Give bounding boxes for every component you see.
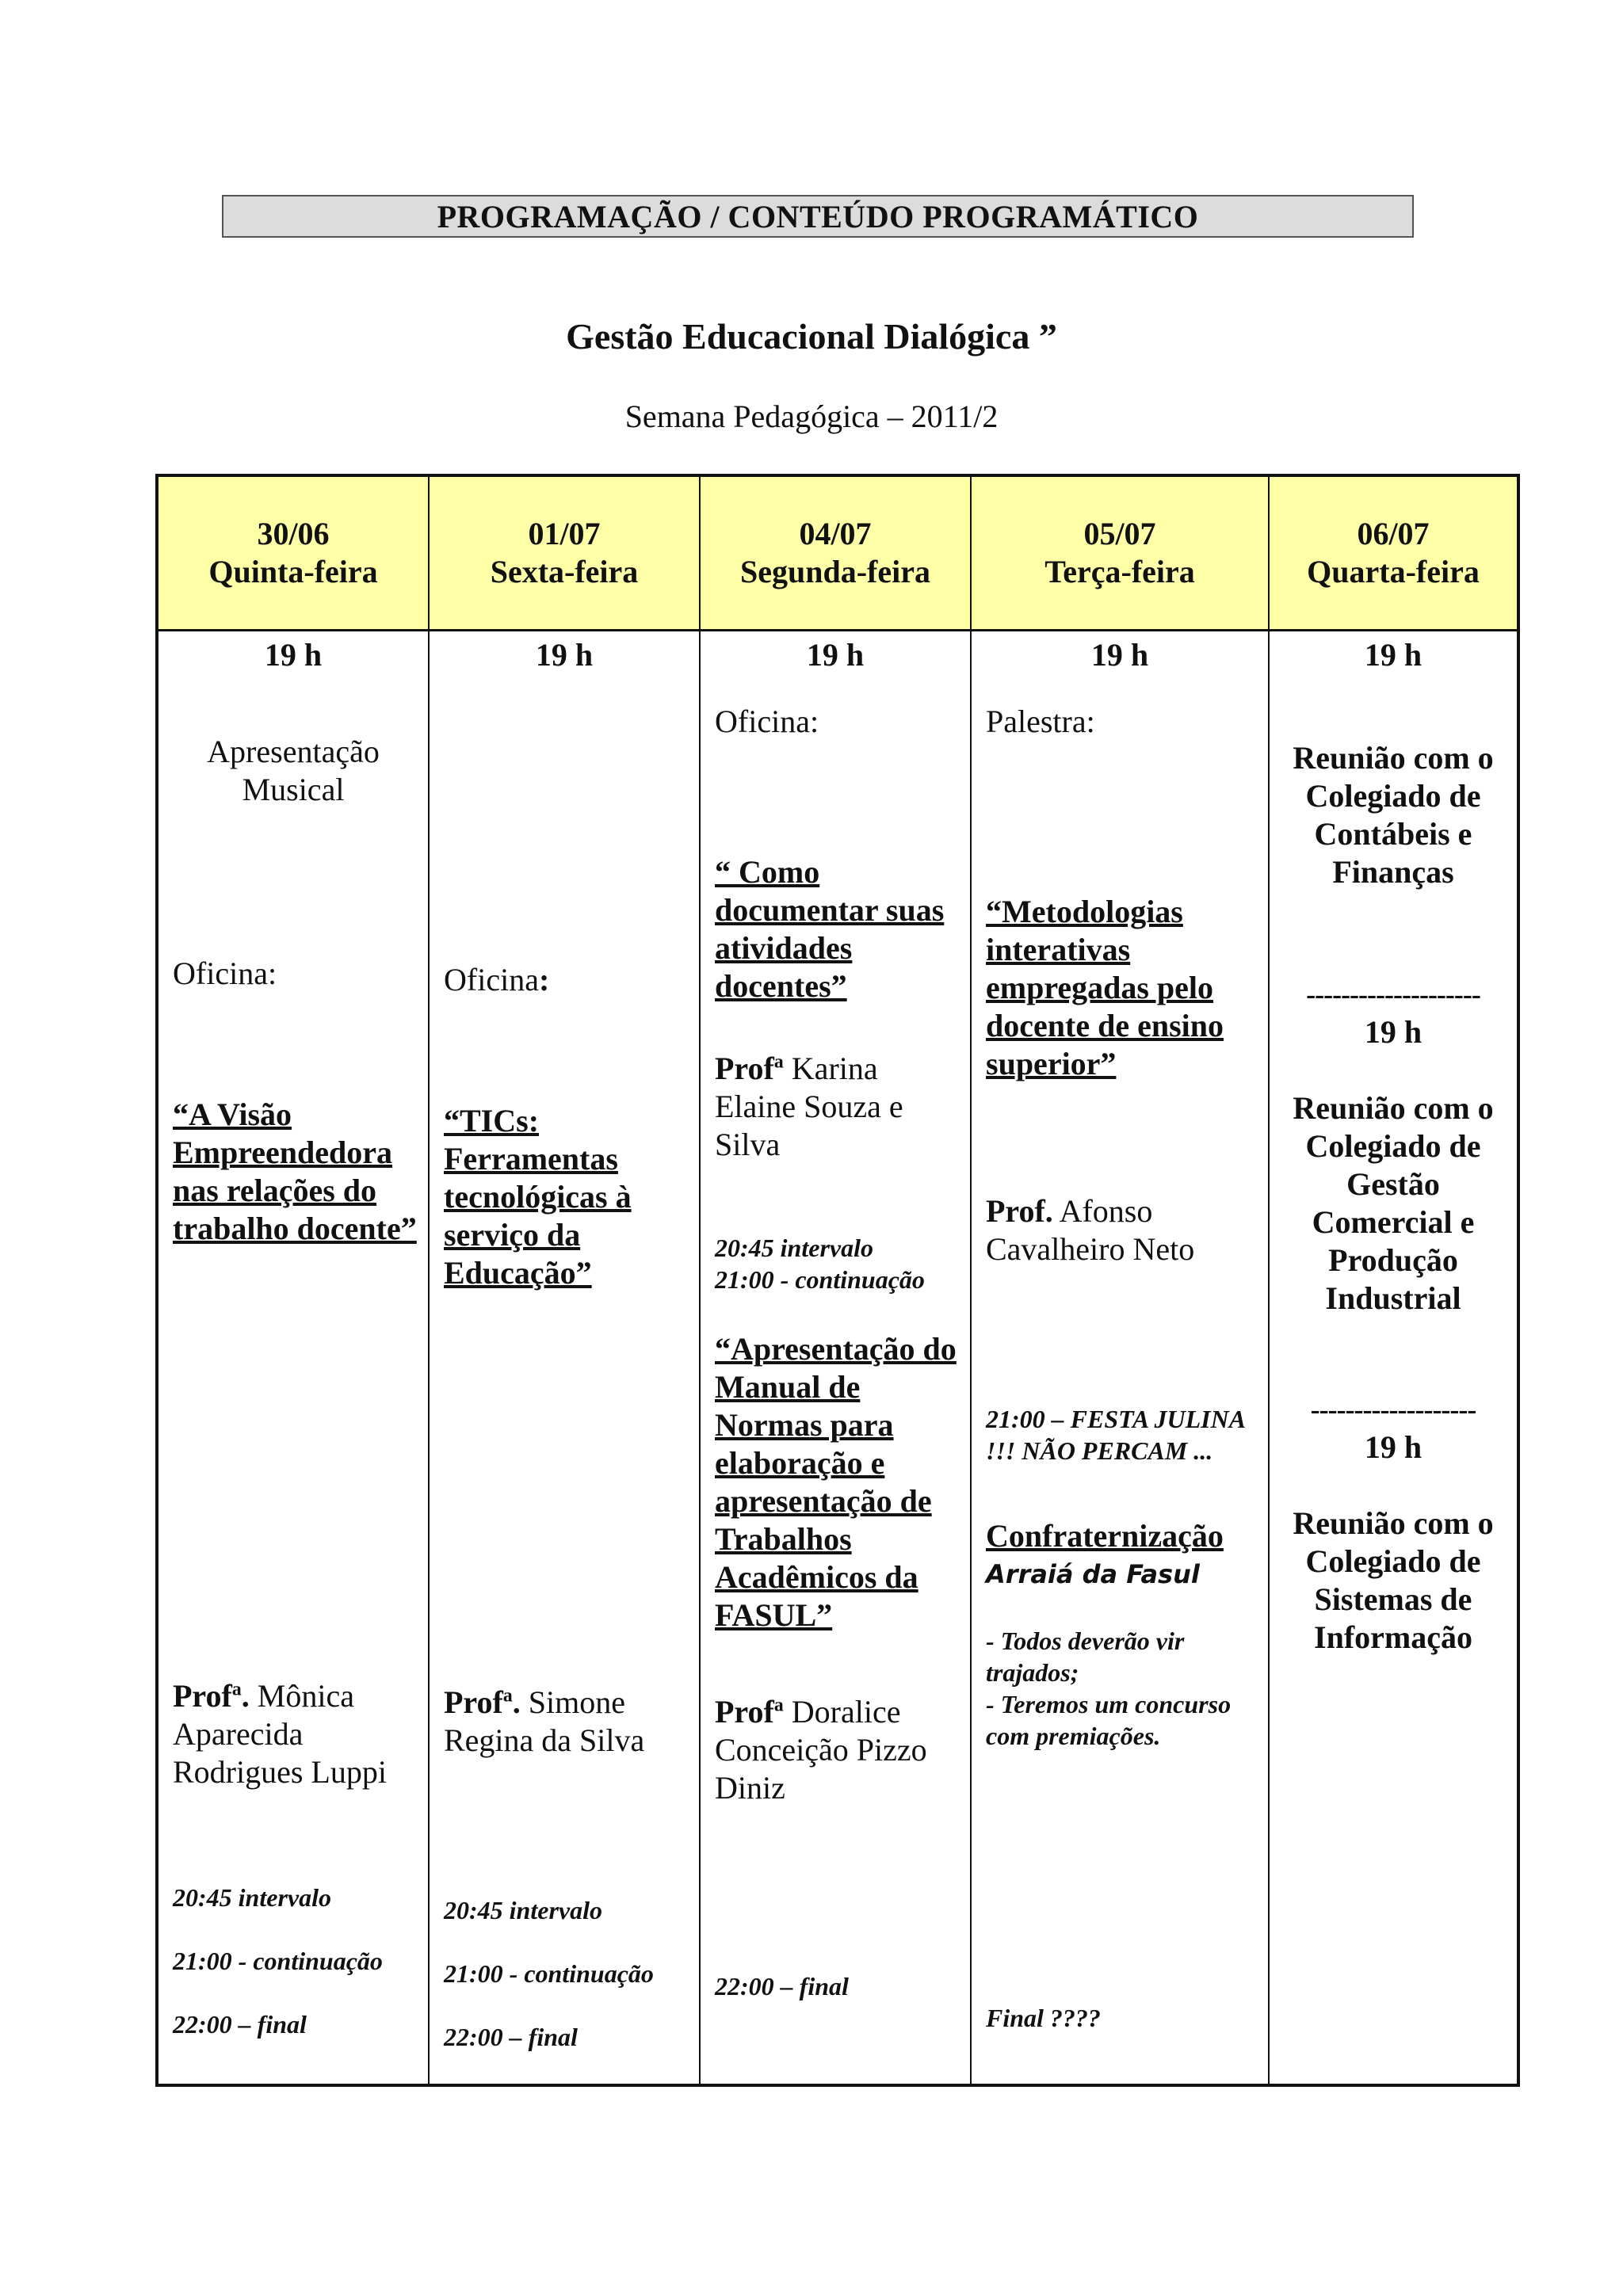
celebration-title: Confraternização <box>986 1518 1224 1554</box>
day-weekday: Terça-feira <box>1044 554 1195 589</box>
document-subtitle: Semana Pedagógica – 2011/2 <box>624 399 999 434</box>
meeting-2-time: 19 h <box>1364 1014 1423 1050</box>
end-time: 22:00 – final <box>715 1972 849 2000</box>
meeting-2: Reunião com o Colegiado de Gestão Comercial e Produção Industrial <box>1293 1090 1494 1316</box>
day-3-content <box>701 631 972 2084</box>
workshop-topic: “ Como documentar suas atividades docentes” <box>715 854 945 1004</box>
presenter: Prof. Afonso Cavalheiro Neto <box>986 1193 1195 1267</box>
workshop-topic: “TICs: Ferramentas tecnológicas à serviço da Educação” <box>444 1103 632 1291</box>
note-contest: - Teremos um concurso com premiações. <box>986 1690 1232 1750</box>
start-time: 19 h <box>1364 637 1423 673</box>
end-time: 22:00 – final <box>444 2023 578 2051</box>
presenter: Prof$^a$. Simone Regina da Silva <box>444 1684 645 1758</box>
schedule-body-row <box>158 631 1517 2084</box>
break-time: 20:45 intervalo <box>444 1896 602 1924</box>
document-title: Gestão Educacional Dialógica ” <box>566 316 1057 357</box>
day-date: 30/06 <box>257 516 330 551</box>
day-1-content <box>158 631 430 2084</box>
header-day-3 <box>701 477 972 629</box>
day-4-content <box>972 631 1270 2084</box>
day-date: 04/07 <box>799 516 872 551</box>
day-weekday: Quarta-feira <box>1307 554 1480 589</box>
start-time: 19 h <box>264 637 323 673</box>
day-weekday: Quinta-feira <box>208 554 378 589</box>
workshop-topic-2: “Apresentação do Manual de Normas para elaboração e apresentação de Trabalhos Acadêmicos da FASUL” <box>715 1331 957 1633</box>
continuation-time: 21:00 - continuação <box>444 1959 654 1988</box>
schedule-table <box>155 474 1520 2087</box>
workshop-topic: “A Visão Empreendedora nas relações do trabalho docente” <box>173 1097 417 1246</box>
presenter-2: Prof$^a$ Doralice Conceição Pizzo Diniz <box>715 1694 927 1806</box>
day-weekday: Segunda-feira <box>740 554 930 589</box>
oficina-label: Oficina: <box>715 704 819 739</box>
meeting-3-time: 19 h <box>1364 1429 1423 1465</box>
schedule-header-row <box>158 477 1517 631</box>
separator-1: -------------------- <box>1306 978 1480 1010</box>
palestra-label: Palestra: <box>986 704 1095 739</box>
end-time: 22:00 – final <box>173 2010 307 2039</box>
header-day-5 <box>1270 477 1517 629</box>
day-5-content <box>1270 631 1517 2084</box>
celebration-name: Arraiá da Fasul <box>986 1559 1200 1589</box>
program-banner: PROGRAMAÇÃO / CONTEÚDO PROGRAMÁTICO <box>222 195 1414 238</box>
header-day-2 <box>430 477 701 629</box>
opening-activity: Apresentação Musical <box>207 734 380 807</box>
start-time: 19 h <box>1090 637 1149 673</box>
presenter: Prof$^a$. Mônica Aparecida Rodrigues Luppi <box>173 1678 387 1790</box>
meeting-3: Reunião com o Colegiado de Sistemas de Informação <box>1293 1505 1494 1655</box>
separator-2: ------------------- <box>1310 1394 1476 1425</box>
meeting-1: Reunião com o Colegiado de Contábeis e Finanças <box>1293 740 1494 890</box>
continuation-time: 21:00 - continuação <box>715 1265 925 1294</box>
note-costume: - Todos deverão vir trajados; <box>986 1627 1185 1687</box>
break-time: 20:45 intervalo <box>715 1234 873 1262</box>
header-day-1 <box>158 477 430 629</box>
header-day-4 <box>972 477 1270 629</box>
oficina-label: Oficina: <box>173 955 277 991</box>
start-time: 19 h <box>535 637 594 673</box>
break-time: 20:45 intervalo <box>173 1883 331 1912</box>
end-time: Final ???? <box>986 2004 1101 2032</box>
day-date: 05/07 <box>1083 516 1156 551</box>
day-weekday: Sexta-feira <box>490 554 639 589</box>
lecture-topic: “Metodologias interativas empregadas pelo docente de ensino superior” <box>986 894 1224 1081</box>
day-2-content <box>430 631 701 2084</box>
day-date: 06/07 <box>1357 516 1430 551</box>
day-date: 01/07 <box>528 516 601 551</box>
presenter: Prof$^a$ Karina Elaine Souza e Silva <box>715 1051 903 1162</box>
party-announcement: 21:00 – FESTA JULINA !!! NÃO PERCAM ... <box>986 1405 1245 1465</box>
oficina-label: Oficina: <box>444 962 550 997</box>
continuation-time: 21:00 - continuação <box>173 1947 383 1975</box>
start-time: 19 h <box>806 637 865 673</box>
